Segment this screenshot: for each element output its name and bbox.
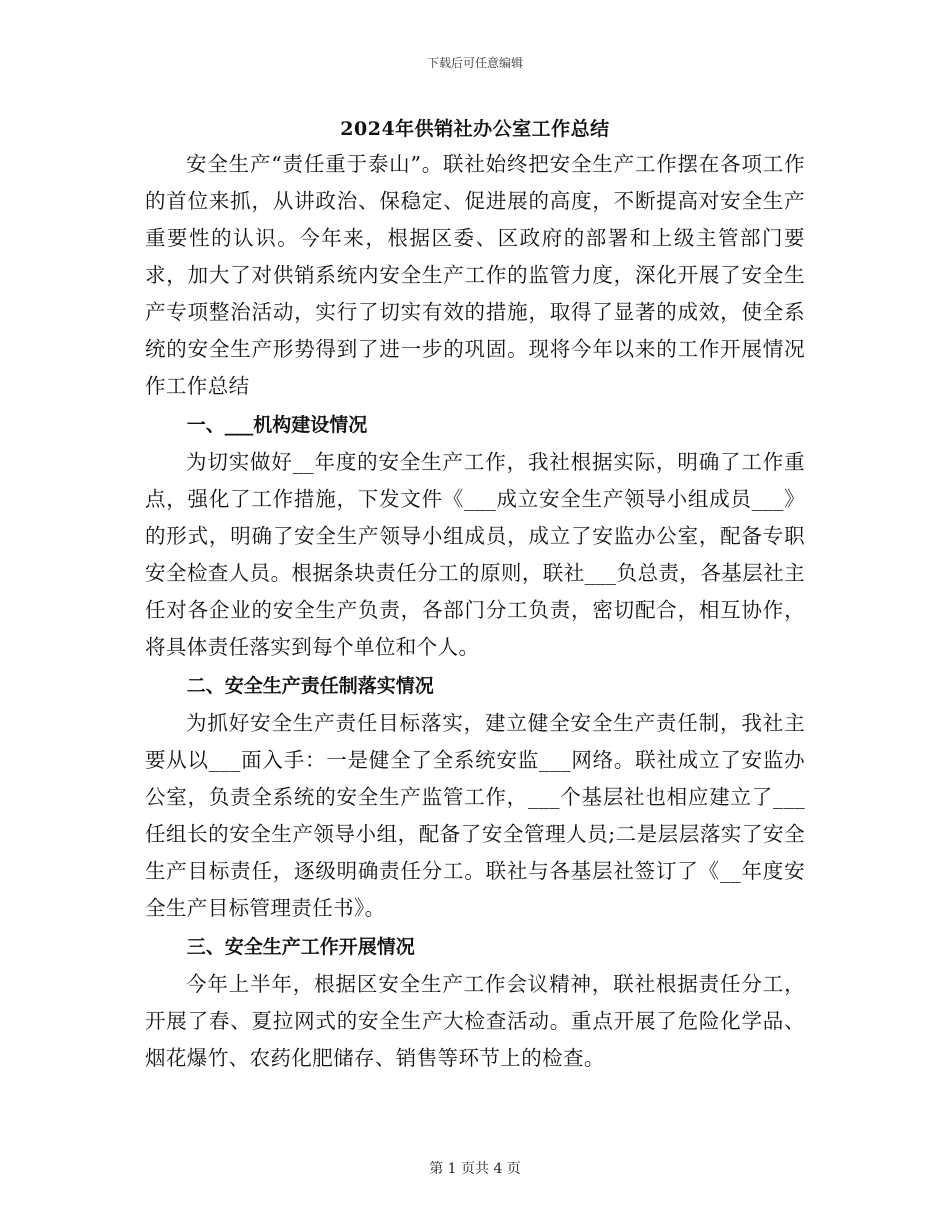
section-heading-3: 三、安全生产工作开展情况 xyxy=(186,936,415,958)
section-heading-2: 二、安全生产责任制落实情况 xyxy=(186,675,434,697)
document-title: 2024年供销社办公室工作总结 xyxy=(340,118,610,140)
section-body-3: 今年上半年，根据区安全生产工作会议精神，联社根据责任分工，开展了春、夏拉网式的安全生产大检查活动。重点开展了危险化学品、烟花爆竹、农药化肥储存、销售等环节上的检查。 xyxy=(145,972,805,1070)
section-heading-1: 一、___机构建设情况 xyxy=(186,414,368,436)
document-body xyxy=(145,146,805,1077)
section-body-2: 为抓好安全生产责任目标落实，建立健全安全生产责任制，我社主要从以___面入手：一是健全了全系统安监___网络。联社成立了安监办公室，负责全系统的安全生产监管工作，___个基层社也相应建立了___任组长的安全生产领导小组，配备了安全管理人员;二是层层落实了安全生产目标责任，逐级明确责任分工。联社与各基层社签订了《__年度安全生产目标管理责任书》。 xyxy=(145,711,805,920)
section-body-1: 为切实做好__年度的安全生产工作，我社根据实际，明确了工作重点，强化了工作措施，下发文件《___成立安全生产领导小组成员___》的形式，明确了安全生产领导小组成员，成立了安监办公室，配备专职安全检查人员。根据条块责任分工的原则，联社___负总责，各基层社主任对各企业的安全生产负责，各部门分工负责，密切配合，相互协作，将具体责任落实到每个单位和个人。 xyxy=(145,450,805,659)
header-note: 下载后可任意编辑 xyxy=(426,56,523,70)
page-footer: 第 1 页共 4 页 xyxy=(429,1161,521,1177)
intro-paragraph: 安全生产“责任重于泰山”。联社始终把安全生产工作摆在各项工作的首位来抓，从讲政治、保稳定、促进展的高度，不断提高对安全生产重要性的认识。今年来，根据区委、区政府的部署和上级主管部门要求，加大了对供销系统内安全生产工作的监管力度，深化开展了安全生产专项整治活动，实行了切实有效的措施，取得了显著的成效，使全系统的安全生产形势得到了进一步的巩固。现将今年以来的工作开展情况作工作总结 xyxy=(145,152,805,398)
